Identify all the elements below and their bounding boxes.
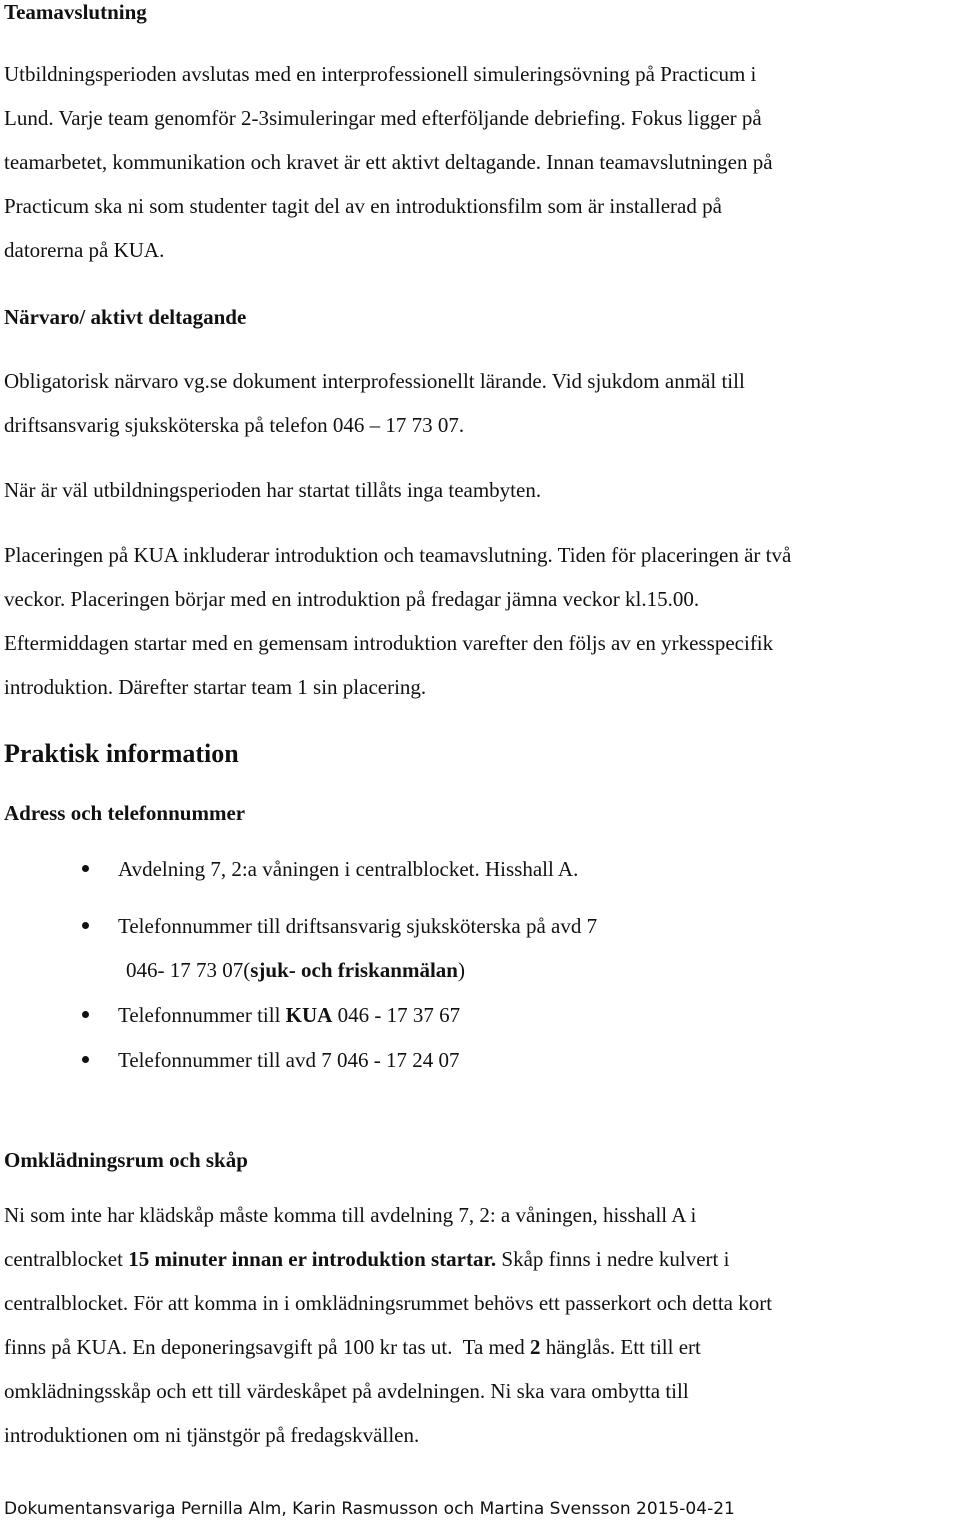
document-footer: Dokumentansvariga Pernilla Alm, Karin Rasmusson och Martina Svensson 2015-04-21 <box>4 1499 735 1519</box>
paragraph-line <box>4 1335 701 1359</box>
paragraph-line: När är väl utbildningsperioden har startat tillåts inga teambyten. <box>4 478 542 502</box>
paragraph-line: driftsansvarig sjuksköterska på telefon 046 – 17 73 07. <box>4 413 465 437</box>
bold-note: sjuk- och friskanmälan <box>250 958 458 982</box>
closing-paren: ) <box>457 958 465 982</box>
section-heading-teamavslutning: Teamavslutning <box>4 0 147 24</box>
section-heading-omkladningsrum: Omklädningsrum och skåp <box>4 1148 248 1172</box>
bullet-icon <box>82 1011 89 1018</box>
paragraph-line: introduktionen om ni tjänstgör på fredagskvällen. <box>4 1423 420 1447</box>
list-item-text: Telefonnummer till driftsansvarig sjuksköterska på avd 7 <box>118 914 598 938</box>
text-suffix: 046 - 17 37 67 <box>332 1003 461 1027</box>
text-suffix: Skåp finns i nedre kulvert i <box>496 1247 730 1271</box>
text-prefix: centralblocket <box>4 1247 129 1271</box>
paragraph-line: omklädningsskåp och ett till värdeskåpet på avdelningen. Ni ska vara ombytta till <box>4 1379 689 1403</box>
paragraph-line: Utbildningsperioden avslutas med en interprofessionell simuleringsövning på Practicum i <box>4 62 757 86</box>
paragraph-line: datorerna på KUA. <box>4 238 165 262</box>
list-item-text: Telefonnummer till avd 7 046 - 17 24 07 <box>118 1048 460 1072</box>
paragraph-line: Placeringen på KUA inkluderar introduktion och teamavslutning. Tiden för placeringen är två <box>4 543 792 567</box>
section-heading-narvaro: Närvaro/ aktivt deltagande <box>4 305 247 329</box>
bullet-icon <box>82 1056 89 1063</box>
section-heading-praktisk-information: Praktisk information <box>4 739 239 768</box>
bold-time-note: 15 minuter innan er introduktion startar. <box>128 1247 497 1271</box>
text-suffix: hänglås. Ett till ert <box>540 1335 701 1359</box>
bullet-icon <box>82 865 89 872</box>
paragraph-line: Obligatorisk närvaro vg.se dokument interprofessionellt lärande. Vid sjukdom anmäl till <box>4 369 745 393</box>
paragraph-line: veckor. Placeringen börjar med en introduktion på fredagar jämna veckor kl.15.00. <box>4 587 700 611</box>
paragraph-line: Ni som inte har klädskåp måste komma till avdelning 7, 2: a våningen, hisshall A i <box>4 1203 697 1227</box>
list-item-continuation <box>126 958 465 982</box>
phone-number-text: 046- 17 73 07( <box>126 958 251 982</box>
paragraph-line: introduktion. Därefter startar team 1 sin placering. <box>4 675 427 699</box>
bold-count: 2 <box>529 1335 541 1359</box>
bullet-icon <box>82 922 89 929</box>
list-item-text: Avdelning 7, 2:a våningen i centralblocket. Hisshall A. <box>118 857 579 881</box>
paragraph-line: Practicum ska ni som studenter tagit del av en introduktionsfilm som är installerad på <box>4 194 722 218</box>
section-heading-adress: Adress och telefonnummer <box>4 801 246 825</box>
text-prefix: Telefonnummer till <box>118 1003 286 1027</box>
paragraph-line: Lund. Varje team genomför 2-3simuleringar med efterföljande debriefing. Fokus ligger på <box>4 106 762 130</box>
paragraph-line: teamarbetet, kommunikation och kravet är ett aktivt deltagande. Innan teamavslutningen på <box>4 150 773 174</box>
list-item-text <box>118 1003 460 1027</box>
bold-kua: KUA <box>285 1003 333 1027</box>
paragraph-line: centralblocket. För att komma in i omklädningsrummet behövs ett passerkort och detta kort <box>4 1291 773 1315</box>
paragraph-line <box>4 1247 729 1271</box>
text-prefix: finns på KUA. En deponeringsavgift på 100 kr tas ut. Ta med <box>4 1335 530 1359</box>
paragraph-line: Eftermiddagen startar med en gemensam introduktion varefter den följs av en yrkesspecifik <box>4 631 774 655</box>
